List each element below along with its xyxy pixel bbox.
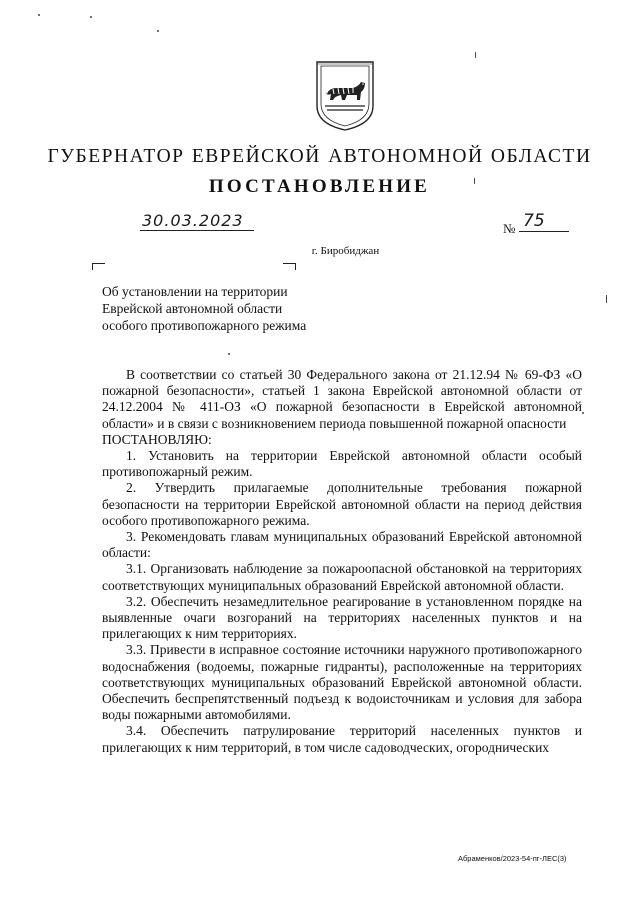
- scan-speck: [606, 295, 607, 303]
- subject-bracket-left: [92, 263, 105, 270]
- subject-line: Об установлении на территории: [102, 284, 288, 299]
- clause-paragraph: 3. Рекомендовать главам муниципальных образований Еврейской автономной области:: [102, 529, 582, 561]
- subject-line: Еврейской автономной области: [102, 301, 283, 316]
- scan-speck: [475, 52, 476, 58]
- subject-line: особого противопожарного режима: [102, 318, 307, 333]
- scan-speck: [38, 14, 40, 16]
- scan-speck: [474, 178, 475, 184]
- scan-speck: [582, 412, 584, 414]
- scan-speck: [157, 30, 159, 32]
- scan-speck: [228, 353, 230, 355]
- clause-paragraph: 3.4. Обеспечить патрулирование территорий населенных пунктов и прилегающих к ним территорий, в том числе садоводческих, огороднических: [102, 723, 582, 755]
- clause-paragraph: 1. Установить на территории Еврейской автономной области особый противопожарный режим.: [102, 448, 582, 480]
- subject-bracket-right: [283, 263, 296, 270]
- document-date: 30.03.2023: [140, 211, 254, 231]
- clause-paragraph: 3.3. Привести в исправное состояние источники наружного противопожарного водоснабжения (водоемы, пожарные гидранты), расположенные на территориях соответствующих муниципальных образований Еврейской автономной области. Обеспечить беспрепятственный подъезд к водоисточникам и условия для забора воды пожарными автомобилями.: [102, 642, 582, 723]
- document-code: Абраменков/2023-54-пг-ЛЕС(3): [458, 854, 567, 863]
- document-number: 75: [519, 211, 569, 232]
- document-type-title: ПОСТАНОВЛЕНИЕ: [208, 176, 431, 197]
- preamble-paragraph: В соответствии со статьей 30 Федерального закона от 21.12.94 № 69-ФЗ «О пожарной безопасности», статьей 1 закона Еврейской автономной области от 24.12.2004 № 411-ОЗ «О пожарной безопасности в Еврейской автономной области» и в связи с возникновением периода повышенной пожарной опасности: [102, 367, 582, 431]
- clause-paragraph: 3.2. Обеспечить незамедлительное реагирование в установленном порядке на выявленные очаги возгораний на территориях населенных пунктов и на прилегающих к ним территориях.: [102, 593, 582, 642]
- coat-of-arms-icon: [313, 56, 377, 132]
- clause-paragraph: 2. Утвердить прилагаемые дополнительные требования пожарной безопасности на территории Еврейской автономной области на период действия особого противопожарного режима.: [102, 480, 582, 528]
- scan-speck: [90, 16, 92, 18]
- decree-heading: ПОСТАНОВЛЯЮ:: [102, 431, 212, 447]
- number-label: №: [503, 221, 516, 236]
- document-body: [102, 367, 582, 756]
- city: г. Биробиджан: [311, 245, 380, 257]
- clause-paragraph: 3.1. Организовать наблюдение за пожароопасной обстановкой на территориях соответствующих муниципальных образований Еврейской автономной области.: [102, 561, 582, 593]
- issuing-authority-title: ГУБЕРНАТОР ЕВРЕЙСКОЙ АВТОНОМНОЙ ОБЛАСТИ: [47, 146, 592, 167]
- document-subject: [102, 283, 362, 334]
